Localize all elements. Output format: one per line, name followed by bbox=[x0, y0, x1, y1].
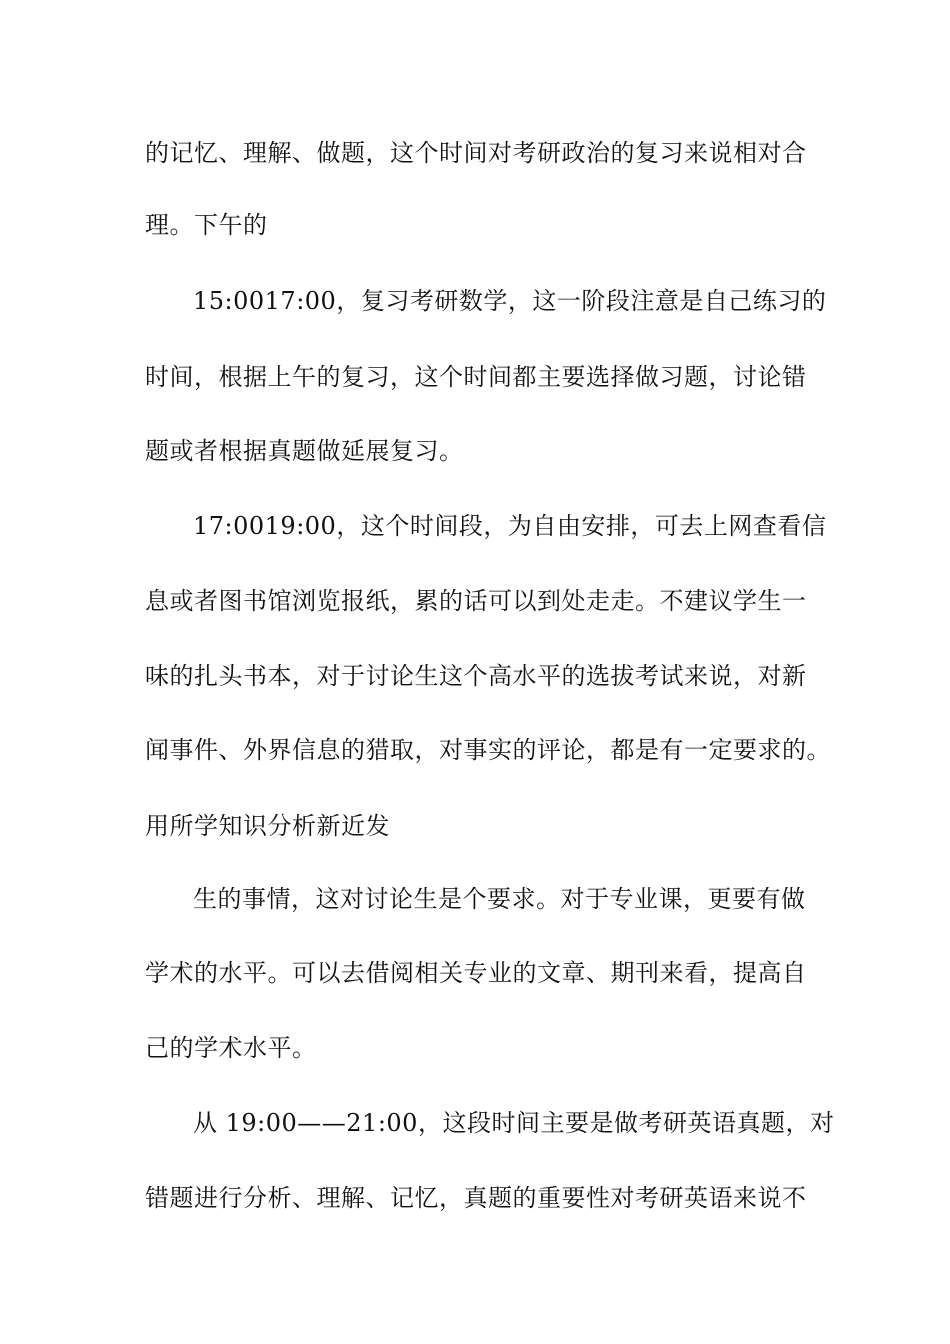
text-line: 生的事情，这对讨论生是个要求。对于专业课，更要有做 bbox=[193, 885, 806, 913]
text-line: 己的学术水平。 bbox=[145, 1034, 317, 1062]
text-line: 15:0017:00，复习考研数学，这一阶段注意是自己练习的 bbox=[193, 287, 827, 315]
text-line: 味的扎头书本，对于讨论生这个高水平的选拔考试来说，对新 bbox=[145, 662, 807, 690]
text-line: 错题进行分析、理解、记忆，真题的重要性对考研英语来说不 bbox=[145, 1184, 807, 1212]
text-line: 用所学知识分析新近发 bbox=[145, 812, 390, 840]
text-line: 从 19:00——21:00，这段时间主要是做考研英语真题，对 bbox=[193, 1109, 835, 1137]
text-line: 学术的水平。可以去借阅相关专业的文章、期刊来看，提高自 bbox=[145, 959, 807, 987]
text-line: 时间，根据上午的复习，这个时间都主要选择做习题，讨论错 bbox=[145, 363, 807, 391]
text-line: 17:0019:00，这个时间段，为自由安排，可去上网查看信 bbox=[193, 512, 827, 540]
text-line: 的记忆、理解、做题，这个时间对考研政治的复习来说相对合 bbox=[145, 139, 807, 167]
text-line: 闻事件、外界信息的猎取，对事实的评论，都是有一定要求的。 bbox=[145, 736, 831, 764]
text-line: 题或者根据真题做延展复习。 bbox=[145, 437, 464, 465]
text-line: 理。下午的 bbox=[145, 211, 268, 239]
text-line: 息或者图书馆浏览报纸，累的话可以到处走走。不建议学生一 bbox=[145, 587, 807, 615]
